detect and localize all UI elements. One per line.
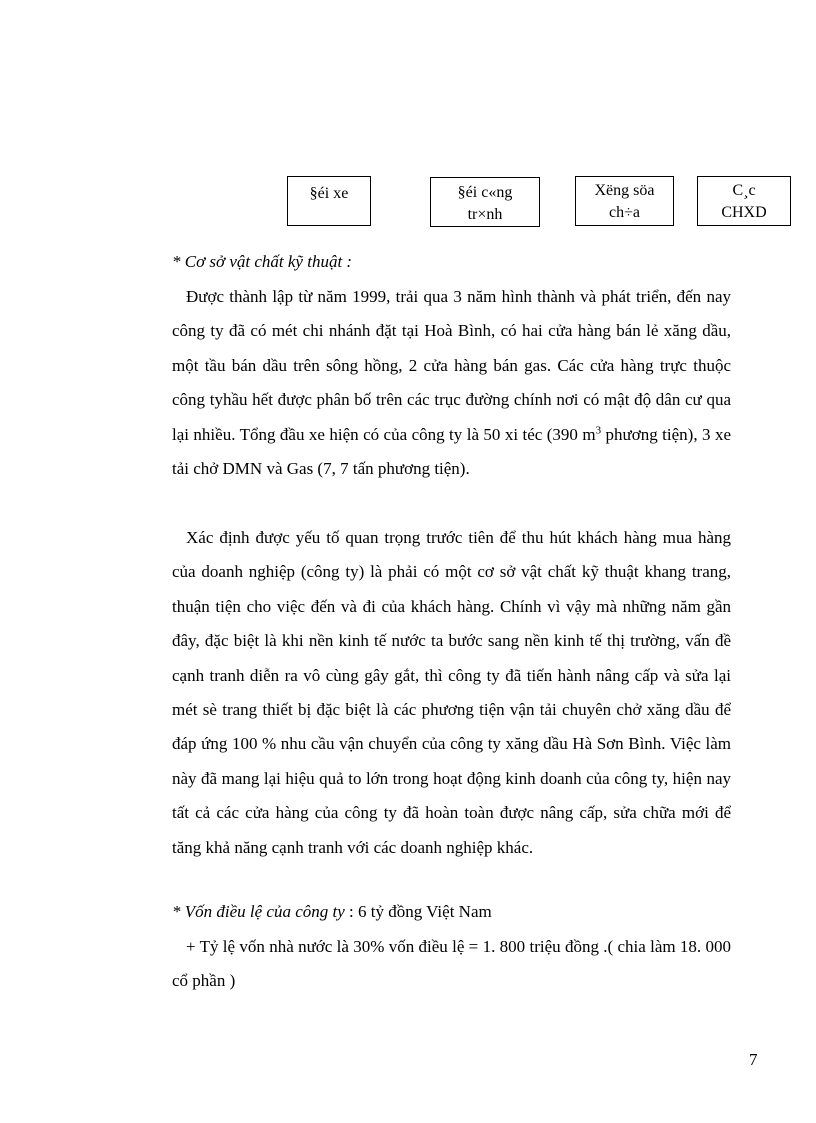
- org-box-line: §éi xe: [309, 185, 349, 202]
- paragraph-text: phương tiện), 3 xe tải chở DMN và Gas (7, 7 tấn phương tiện).: [172, 424, 731, 479]
- org-box-line: ch÷a: [609, 204, 640, 221]
- org-box-construction-team: [430, 177, 540, 227]
- paragraph-upgrade: Xác định được yếu tố quan trọng trước tiên để thu hút khách hàng mua hàng của doanh nghiệp (công ty) là phải có một cơ sở vật chất kỹ thuật khang trang, thuận tiện cho việc đến và đi của khách hàng. Chính vì vậy mà những năm gần đây, đặc biệt là khi nền kinh tế nước ta bước sang nền kinh tế thị trường, vấn đề cạnh tranh diễn ra vô cùng gây gắt, thì công ty đã tiến hành nâng cấp và sửa lại mét sè trang thiết bị đặc biệt là các phương tiện vận tải chuyên chở xăng dầu để đáp ứng 100 % nhu cầu vận chuyển của công ty xăng dầu Hà Sơn Bình. Việc làm này đã mang lại hiệu quả to lớn trong hoạt động kinh doanh của công ty, hiện nay tất cả các cửa hàng của công ty đã hoàn toàn được nâng cấp, sửa chữa mới để tăng khả năng cạnh tranh với các doanh nghiệp khác.: [172, 528, 731, 857]
- org-box-line: tr×nh: [467, 206, 503, 223]
- org-box-vehicle-team: [287, 176, 371, 226]
- superscript: 3: [595, 423, 602, 436]
- paragraph-capital-ratio: + Tỷ lệ vốn nhà nước là 30% vốn điều lệ = 1. 800 triệu đồng .( chia làm 18. 000 cổ phần ): [172, 937, 731, 991]
- heading-rest: : 6 tỷ đồng Việt Nam: [344, 902, 492, 921]
- page-number: 7: [749, 1050, 758, 1069]
- section-heading-capital: [172, 900, 731, 924]
- heading-italic: * Vốn điều lệ của công ty: [172, 902, 345, 921]
- paragraph-text: Được thành lập từ năm 1999, trải qua 3 năm hình thành và phát triển, đến nay công ty đã có mét chi nhánh đặt tại Hoà Bình, có hai cửa hàng bán lẻ xăng dầu, một tầu bán dầu trên sông hồng, 2 cửa hàng bán gas. Các cửa hàng trực thuộc công tyhầu hết được phân bố trên các trục đường chính nơi có mật độ dân cư qua lại nhiều. Tổng đầu xe hiện có của công ty là 50 xi téc (390 m: [172, 287, 731, 444]
- org-box-line: C¸c: [732, 182, 756, 199]
- paragraph-facilities: [172, 280, 731, 486]
- org-box-fuel-stations: [697, 176, 791, 226]
- org-box-line: CHXD: [721, 204, 767, 221]
- org-box-repair-workshop: [575, 176, 674, 226]
- section-heading-facilities: * Cơ sở vật chất kỹ thuật :: [172, 252, 353, 271]
- org-box-line: Xëng söa: [594, 182, 655, 199]
- org-box-line: §éi c«ng: [457, 184, 513, 201]
